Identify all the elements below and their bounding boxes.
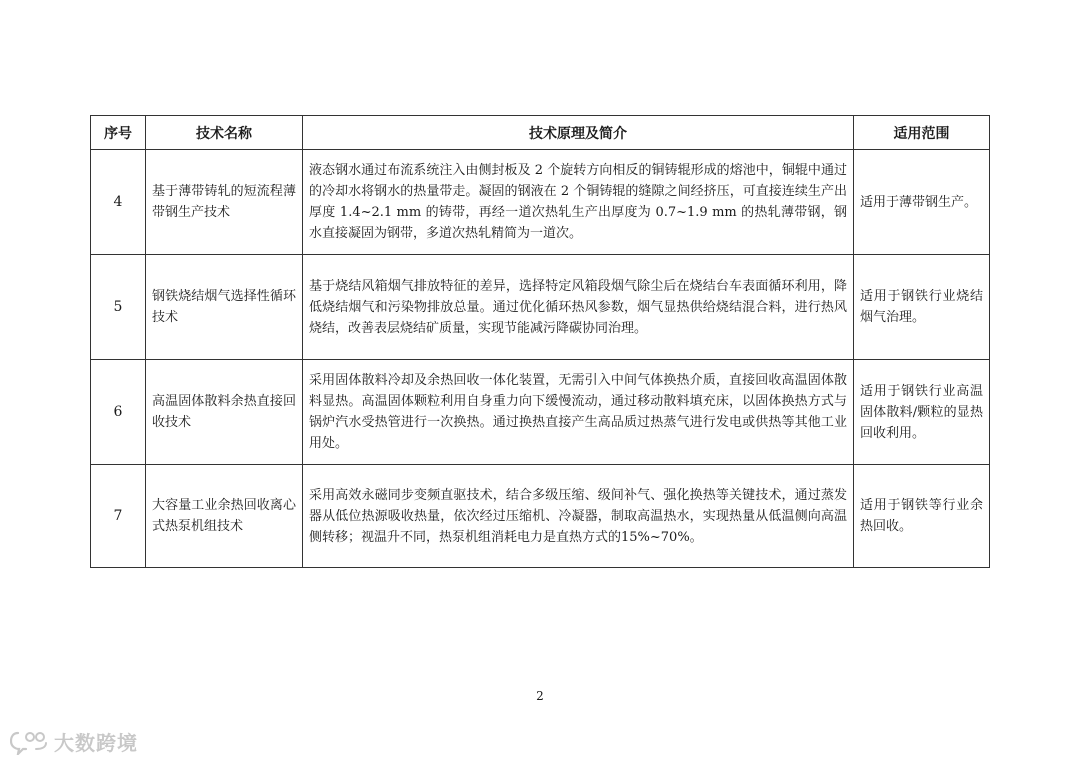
application-scope: 适用于钢铁等行业余热回收。 (854, 465, 990, 568)
table-row (91, 255, 990, 360)
header-name: 技术名称 (146, 116, 303, 150)
table-row (91, 150, 990, 255)
row-number: 4 (91, 150, 146, 255)
table-header-row (91, 116, 990, 150)
header-scope: 适用范围 (854, 116, 990, 150)
application-scope: 适用于钢铁行业高温固体散料/颗粒的显热回收利用。 (854, 360, 990, 465)
header-principle: 技术原理及简介 (303, 116, 854, 150)
application-scope: 适用于薄带钢生产。 (854, 150, 990, 255)
page-number: 2 (536, 689, 544, 703)
row-number: 5 (91, 255, 146, 360)
technology-name: 基于薄带铸轧的短流程薄带钢生产技术 (146, 150, 303, 255)
application-scope: 适用于钢铁行业烧结烟气治理。 (854, 255, 990, 360)
table-row (91, 360, 990, 465)
technology-principle: 液态钢水通过布流系统注入由侧封板及 2 个旋转方向相反的铜铸辊形成的熔池中，铜辊中通过的冷却水将钢水的热量带走。凝固的钢液在 2 个铜铸辊的缝隙之间经挤压，可直接连续生产出厚度 1.4~2.1 mm 的铸带，再经一道次热轧生产出厚度为 0.7~1.9 mm 的热轧薄带钢，钢水直接凝固为钢带，多道次热轧精简为一道次。 (303, 150, 854, 255)
technology-name: 钢铁烧结烟气选择性循环技术 (146, 255, 303, 360)
header-no: 序号 (91, 116, 146, 150)
technology-principle: 基于烧结风箱烟气排放特征的差异，选择特定风箱段烟气除尘后在烧结台车表面循环利用，降低烧结烟气和污染物排放总量。通过优化循环热风参数，烟气显热供给烧结混合料，进行热风烧结，改善表层烧结矿质量，实现节能减污降碳协同治理。 (303, 255, 854, 360)
technology-name: 高温固体散料余热直接回收技术 (146, 360, 303, 465)
watermark-text: 大数跨境 (54, 731, 138, 755)
row-number: 6 (91, 360, 146, 465)
technology-principle: 采用高效永磁同步变频直驱技术，结合多级压缩、级间补气、强化换热等关键技术，通过蒸发器从低位热源吸收热量，依次经过压缩机、冷凝器，制取高温热水，实现热量从低温侧向高温侧转移；视温升不同，热泵机组消耗电力是直热方式的15%~70%。 (303, 465, 854, 568)
table-row (91, 465, 990, 568)
row-number: 7 (91, 465, 146, 568)
technology-table (90, 115, 990, 568)
technology-name: 大容量工业余热回收离心式热泵机组技术 (146, 465, 303, 568)
technology-principle: 采用固体散料冷却及余热回收一体化装置，无需引入中间气体换热介质，直接回收高温固体散料显热。高温固体颗粒利用自身重力向下缓慢流动，通过移动散料填充床，以固体换热方式与锅炉汽水受热管进行一次换热。通过换热直接产生高品质过热蒸气进行发电或供热等其他工业用处。 (303, 360, 854, 465)
watermark (10, 727, 138, 756)
speech-bubble-logo-icon (10, 729, 50, 755)
